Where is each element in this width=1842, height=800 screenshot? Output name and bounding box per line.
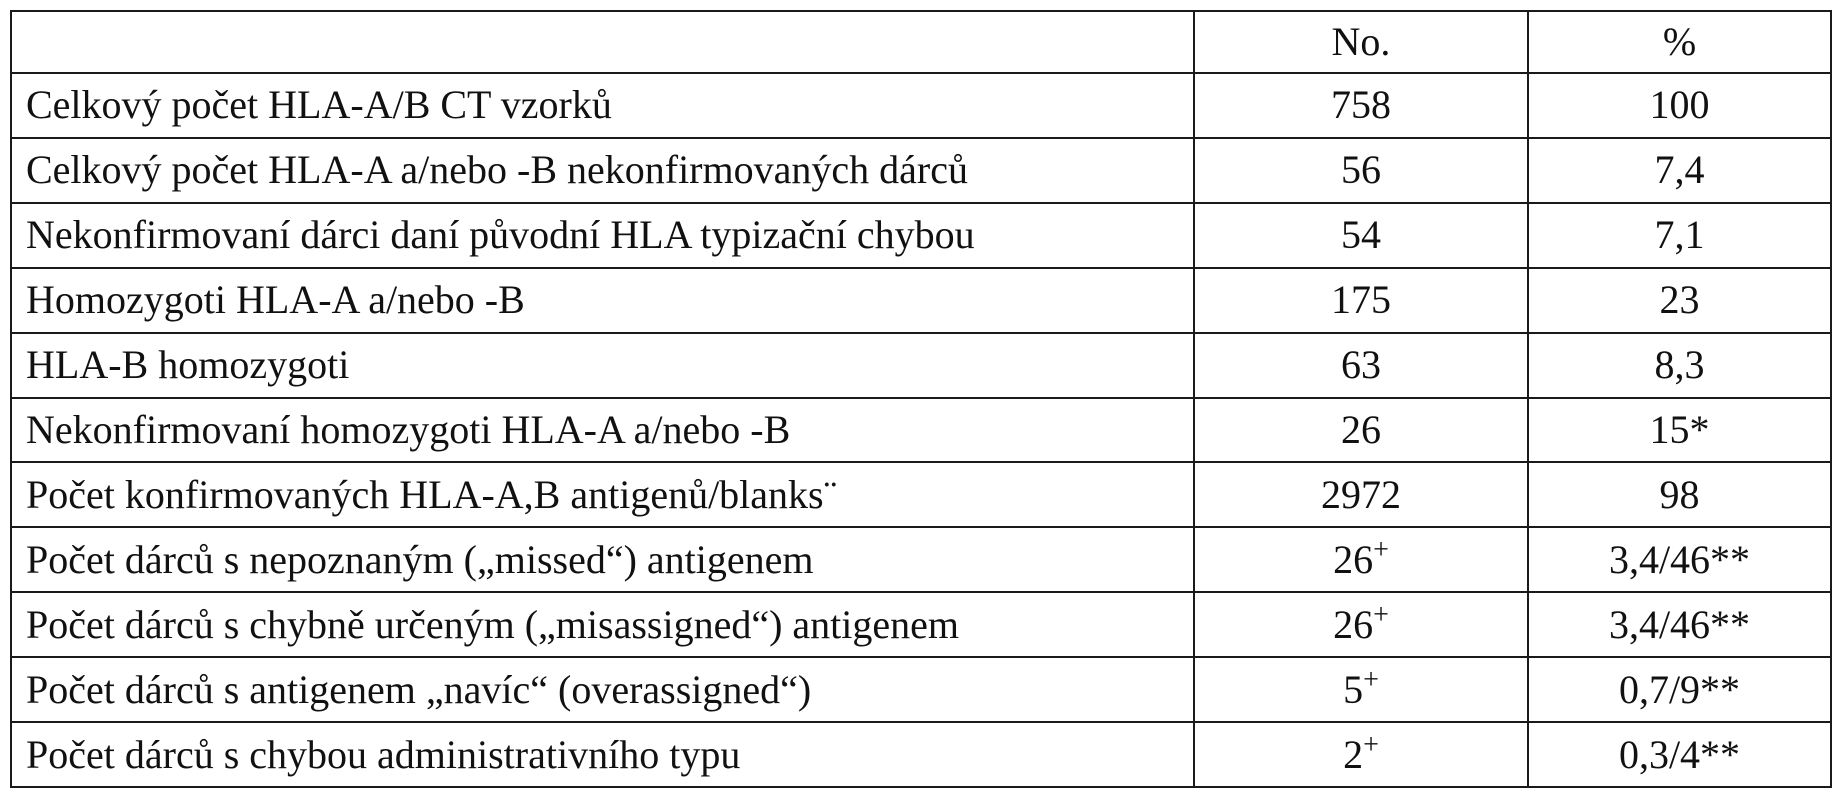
row-count-value: 54	[1341, 212, 1381, 258]
row-percent: 3,4/46**	[1528, 527, 1831, 592]
row-count-superscript: +	[1363, 729, 1379, 761]
row-count-superscript: +	[1363, 664, 1379, 696]
table-row	[11, 268, 1831, 333]
row-count	[1194, 398, 1528, 463]
row-percent: 3,4/46**	[1528, 592, 1831, 657]
row-count-value: 758	[1331, 82, 1391, 128]
table-row	[11, 73, 1831, 138]
row-count-value: 175	[1331, 277, 1391, 323]
row-count-superscript: +	[1373, 599, 1389, 631]
table-header-row	[11, 11, 1831, 73]
row-label: Počet konfirmovaných HLA-A,B antigenů/blanks¨	[11, 462, 1194, 527]
row-count-value: 56	[1341, 147, 1381, 193]
table-row	[11, 462, 1831, 527]
row-count	[1194, 592, 1528, 657]
results-table-container	[10, 10, 1830, 788]
row-label: Celkový počet HLA-A/B CT vzorků	[11, 73, 1194, 138]
row-count-superscript: +	[1373, 534, 1389, 566]
row-count-value: 63	[1341, 342, 1381, 388]
row-count-value: 26	[1333, 601, 1374, 647]
row-count-value: 2972	[1321, 471, 1401, 517]
row-count	[1194, 138, 1528, 203]
table-row	[11, 722, 1831, 787]
row-count	[1194, 333, 1528, 398]
row-count	[1194, 203, 1528, 268]
row-percent: 7,1	[1528, 203, 1831, 268]
row-count	[1194, 722, 1528, 787]
row-percent: 0,3/4**	[1528, 722, 1831, 787]
row-count-value: 5	[1343, 666, 1364, 712]
row-percent: 8,3	[1528, 333, 1831, 398]
row-percent: 23	[1528, 268, 1831, 333]
row-label: Homozygoti HLA-A a/nebo -B	[11, 268, 1194, 333]
row-percent: 100	[1528, 73, 1831, 138]
row-label: Počet dárců s chybně určeným („misassigned“) antigenem	[11, 592, 1194, 657]
header-no-cell: No.	[1194, 11, 1528, 73]
row-label: Počet dárců s antigenem „navíc“ (overassigned“)	[11, 657, 1194, 722]
row-percent: 15*	[1528, 398, 1831, 463]
row-count	[1194, 462, 1528, 527]
row-label: Nekonfirmovaní homozygoti HLA-A a/nebo -B	[11, 398, 1194, 463]
table-row	[11, 138, 1831, 203]
row-label: Nekonfirmovaní dárci daní původní HLA typizační chybou	[11, 203, 1194, 268]
table-row	[11, 657, 1831, 722]
row-count-value: 26	[1341, 406, 1381, 452]
row-label: HLA-B homozygoti	[11, 333, 1194, 398]
row-count-value: 2	[1343, 731, 1364, 777]
row-count	[1194, 657, 1528, 722]
table-row	[11, 203, 1831, 268]
row-label: Počet dárců s nepoznaným („missed“) antigenem	[11, 527, 1194, 592]
table-row	[11, 527, 1831, 592]
header-percent-cell: %	[1528, 11, 1831, 73]
table-row	[11, 333, 1831, 398]
row-percent: 0,7/9**	[1528, 657, 1831, 722]
row-count-value: 26	[1333, 536, 1374, 582]
row-count	[1194, 268, 1528, 333]
hla-results-table	[10, 10, 1832, 788]
row-count	[1194, 73, 1528, 138]
row-label: Počet dárců s chybou administrativního typu	[11, 722, 1194, 787]
header-label-cell	[11, 11, 1194, 73]
row-count	[1194, 527, 1528, 592]
table-row	[11, 398, 1831, 463]
table-row	[11, 592, 1831, 657]
row-percent: 98	[1528, 462, 1831, 527]
row-percent: 7,4	[1528, 138, 1831, 203]
row-label: Celkový počet HLA-A a/nebo -B nekonfirmovaných dárců	[11, 138, 1194, 203]
